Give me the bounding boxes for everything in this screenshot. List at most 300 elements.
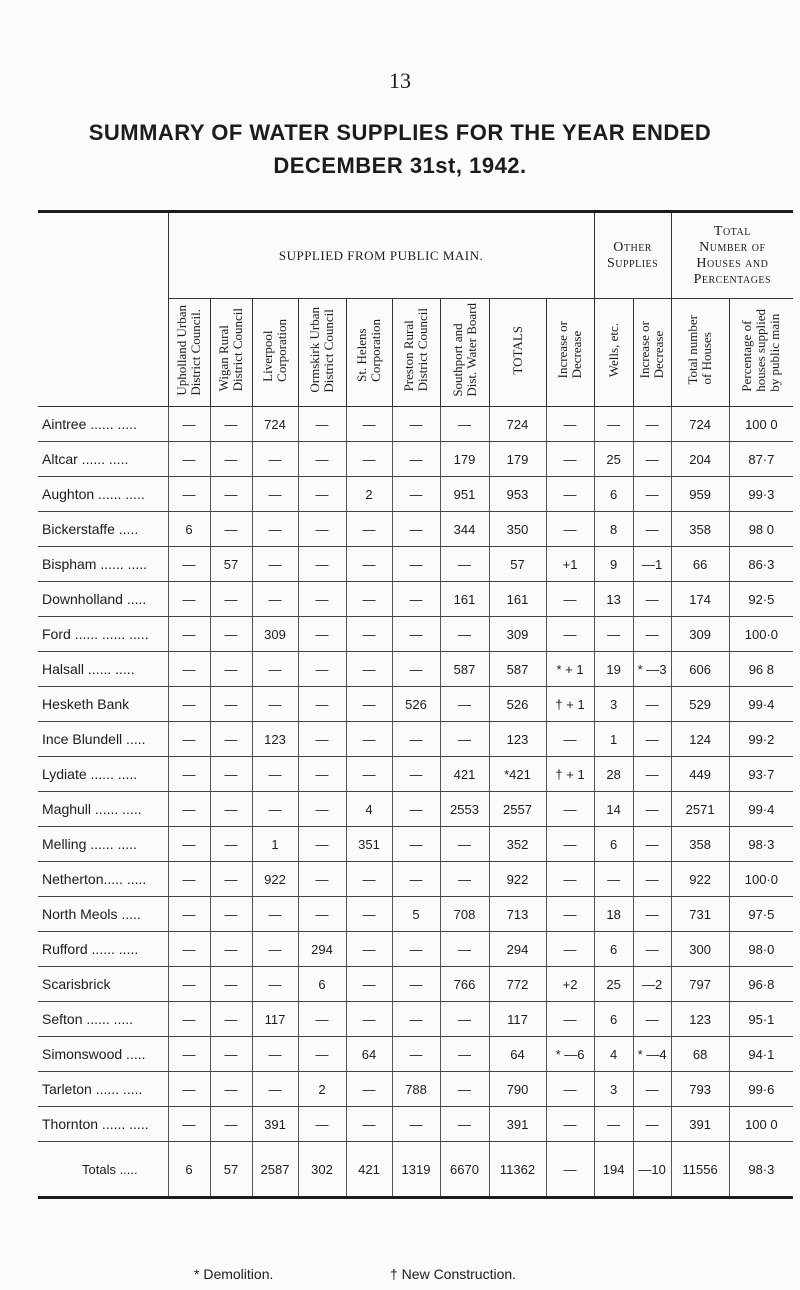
table-cell: —: [168, 407, 210, 442]
table-cell: * —4: [633, 1037, 671, 1072]
table-cell: —: [392, 582, 440, 617]
table-cell: 922: [671, 862, 729, 897]
table-cell: 587: [489, 652, 546, 687]
district-name: Aintree ...... .....: [38, 407, 168, 442]
table-cell: 724: [671, 407, 729, 442]
table-cell: 64: [489, 1037, 546, 1072]
table-cell: 1: [252, 827, 298, 862]
table-cell: —: [392, 932, 440, 967]
table-cell: —: [346, 967, 392, 1002]
table-cell: 57: [489, 547, 546, 582]
table-cell: —: [252, 512, 298, 547]
table-cell: 98·3: [729, 827, 793, 862]
table-cell: —: [298, 442, 346, 477]
table-row: [38, 687, 793, 722]
column-header-row: [38, 299, 793, 407]
table-cell: 6: [168, 512, 210, 547]
table-row: [38, 792, 793, 827]
table-cell: —: [346, 1002, 392, 1037]
table-cell: 174: [671, 582, 729, 617]
table-cell: —2: [633, 967, 671, 1002]
table-cell: 772: [489, 967, 546, 1002]
table-cell: 161: [489, 582, 546, 617]
table-cell: 526: [489, 687, 546, 722]
table-cell: 98·3: [729, 1142, 793, 1198]
table-cell: 951: [440, 477, 489, 512]
table-cell: 5: [392, 897, 440, 932]
table-cell: 4: [594, 1037, 633, 1072]
table-cell: 194: [594, 1142, 633, 1198]
table-cell: —: [210, 1002, 252, 1037]
table-row: [38, 722, 793, 757]
table-cell: —: [594, 1107, 633, 1142]
table-cell: —: [633, 582, 671, 617]
table-cell: —: [440, 862, 489, 897]
table-row: [38, 1037, 793, 1072]
table-cell: 352: [489, 827, 546, 862]
table-cell: —: [168, 967, 210, 1002]
table-cell: —: [346, 652, 392, 687]
table-cell: —: [168, 1037, 210, 1072]
water-supplies-table: [38, 213, 793, 1199]
table-cell: 6: [594, 827, 633, 862]
column-header-liverpool: Liverpool Corporation: [252, 299, 298, 407]
table-cell: 4: [346, 792, 392, 827]
table-cell: —: [346, 1107, 392, 1142]
table-cell: —: [210, 932, 252, 967]
table-cell: —: [633, 407, 671, 442]
group-header-other-line-2: Supplies: [606, 255, 659, 271]
table-row: [38, 1107, 793, 1142]
table-cell: —: [210, 617, 252, 652]
table-row: [38, 407, 793, 442]
table-cell: 97·5: [729, 897, 793, 932]
table-cell: —: [346, 932, 392, 967]
table-cell: 6: [168, 1142, 210, 1198]
table-cell: 18: [594, 897, 633, 932]
table-cell: 724: [489, 407, 546, 442]
table-cell: 6: [594, 932, 633, 967]
table-cell: —: [594, 617, 633, 652]
table-cell: —: [346, 582, 392, 617]
table-cell: 57: [210, 547, 252, 582]
table-cell: 179: [440, 442, 489, 477]
district-name: Ince Blundell .....: [38, 722, 168, 757]
table-cell: 797: [671, 967, 729, 1002]
column-header-totals: TOTALS: [489, 299, 546, 407]
table-cell: 2587: [252, 1142, 298, 1198]
table-cell: 3: [594, 687, 633, 722]
table-cell: 788: [392, 1072, 440, 1107]
table-cell: +1: [546, 547, 594, 582]
table-cell: —: [298, 512, 346, 547]
table-cell: —: [210, 792, 252, 827]
table-cell: —: [252, 442, 298, 477]
table-cell: 449: [671, 757, 729, 792]
table-cell: 123: [671, 1002, 729, 1037]
table-cell: 123: [252, 722, 298, 757]
table-cell: 68: [671, 1037, 729, 1072]
table-cell: —: [633, 1002, 671, 1037]
column-header-district: [38, 299, 168, 407]
table-cell: —: [298, 652, 346, 687]
district-name: Halsall ...... .....: [38, 652, 168, 687]
table-cell: —: [594, 862, 633, 897]
table-cell: 529: [671, 687, 729, 722]
table-cell: —: [210, 512, 252, 547]
table-cell: 86·3: [729, 547, 793, 582]
column-header-total-houses: Total number of Houses: [671, 299, 729, 407]
table-cell: —: [633, 477, 671, 512]
table-cell: 96 8: [729, 652, 793, 687]
table-cell: 6: [594, 477, 633, 512]
table-cell: —: [346, 547, 392, 582]
table-cell: —: [298, 1107, 346, 1142]
table-cell: 204: [671, 442, 729, 477]
table-cell: 606: [671, 652, 729, 687]
table-cell: —: [346, 687, 392, 722]
column-header-percentage: Percentage of houses supplied by public main: [729, 299, 793, 407]
table-cell: 587: [440, 652, 489, 687]
table-cell: 99·6: [729, 1072, 793, 1107]
table-cell: 2: [298, 1072, 346, 1107]
table-cell: 6: [298, 967, 346, 1002]
table-cell: 123: [489, 722, 546, 757]
table-body: [38, 407, 793, 1198]
table-cell: 100·0: [729, 617, 793, 652]
table-cell: —1: [633, 547, 671, 582]
table-cell: 99·4: [729, 792, 793, 827]
district-name: Melling ...... .....: [38, 827, 168, 862]
table-cell: —: [298, 792, 346, 827]
table-cell: 99·4: [729, 687, 793, 722]
table-cell: —: [298, 757, 346, 792]
table-cell: —: [168, 862, 210, 897]
table-cell: —: [298, 897, 346, 932]
table-cell: —: [168, 1107, 210, 1142]
table-cell: 28: [594, 757, 633, 792]
table-cell: 731: [671, 897, 729, 932]
table-cell: —: [168, 582, 210, 617]
table-cell: 1: [594, 722, 633, 757]
district-name: Downholland .....: [38, 582, 168, 617]
table-cell: 713: [489, 897, 546, 932]
table-cell: —: [440, 722, 489, 757]
table-cell: 309: [489, 617, 546, 652]
table-cell: 117: [489, 1002, 546, 1037]
group-header-total-line-3: Houses and: [696, 255, 769, 271]
table-cell: —: [392, 617, 440, 652]
table-cell: 6670: [440, 1142, 489, 1198]
table-cell: —: [633, 442, 671, 477]
table-cell: —: [210, 757, 252, 792]
corner-cell: [38, 213, 168, 299]
table-cell: —: [546, 582, 594, 617]
page-title-line-2: DECEMBER 31st, 1942.: [273, 153, 527, 178]
table-cell: 3: [594, 1072, 633, 1107]
table-cell: —: [210, 1107, 252, 1142]
table-cell: 25: [594, 967, 633, 1002]
table-row: [38, 442, 793, 477]
table-cell: —: [210, 862, 252, 897]
table-row: [38, 1072, 793, 1107]
table-cell: —: [546, 932, 594, 967]
table-cell: —: [346, 757, 392, 792]
table-cell: —: [546, 1002, 594, 1037]
table-cell: —: [168, 477, 210, 512]
page-title-line-1: SUMMARY OF WATER SUPPLIES FOR THE YEAR ENDED: [88, 120, 712, 145]
column-header-wells: Wells, etc.: [594, 299, 633, 407]
table-cell: 300: [671, 932, 729, 967]
column-header-ormskirk: Ormskirk Urban District Council: [298, 299, 346, 407]
column-header-preston: Preston Rural District Council: [392, 299, 440, 407]
footnote-new-construction: † New Construction.: [390, 1266, 517, 1282]
table-cell: —: [168, 652, 210, 687]
table-cell: —: [392, 792, 440, 827]
table-cell: —: [392, 407, 440, 442]
table-cell: 100 0: [729, 1107, 793, 1142]
table-cell: —: [252, 897, 298, 932]
table-cell: 19: [594, 652, 633, 687]
table-cell: 959: [671, 477, 729, 512]
table-cell: 14: [594, 792, 633, 827]
table-cell: 93·7: [729, 757, 793, 792]
table-cell: 99·2: [729, 722, 793, 757]
table-cell: —: [168, 1002, 210, 1037]
totals-row: [38, 1142, 793, 1198]
table-cell: —: [546, 407, 594, 442]
district-name: Bispham ...... .....: [38, 547, 168, 582]
table-cell: —: [298, 1037, 346, 1072]
table-cell: —: [440, 1002, 489, 1037]
table-cell: * —3: [633, 652, 671, 687]
table-cell: *421: [489, 757, 546, 792]
table-cell: —: [440, 827, 489, 862]
group-header-main: SUPPLIED FROM PUBLIC MAIN.: [168, 213, 594, 299]
table-cell: —: [346, 722, 392, 757]
table-cell: —: [546, 792, 594, 827]
group-header-total-line-4: Percentages: [693, 271, 772, 287]
table-cell: —: [298, 617, 346, 652]
table-cell: 708: [440, 897, 489, 932]
table-cell: 391: [671, 1107, 729, 1142]
table-cell: 421: [440, 757, 489, 792]
table-cell: —: [546, 1142, 594, 1198]
table-cell: —: [440, 407, 489, 442]
table-cell: 57: [210, 1142, 252, 1198]
group-header-total: [671, 213, 793, 299]
table-cell: —: [633, 862, 671, 897]
table-cell: * + 1: [546, 652, 594, 687]
district-name: Simonswood .....: [38, 1037, 168, 1072]
table-cell: —: [392, 512, 440, 547]
table-cell: —: [168, 617, 210, 652]
table-cell: —: [346, 442, 392, 477]
table-cell: * —6: [546, 1037, 594, 1072]
table-cell: —: [546, 722, 594, 757]
summary-table-wrapper: [38, 213, 793, 1199]
table-cell: —: [392, 967, 440, 1002]
table-cell: 2: [346, 477, 392, 512]
table-cell: —: [168, 932, 210, 967]
table-cell: —: [546, 827, 594, 862]
table-cell: —: [252, 1037, 298, 1072]
group-header-other: [594, 213, 671, 299]
table-cell: —: [346, 897, 392, 932]
table-cell: —: [392, 722, 440, 757]
table-cell: 358: [671, 512, 729, 547]
table-cell: 2571: [671, 792, 729, 827]
table-cell: —: [298, 547, 346, 582]
table-cell: —: [392, 442, 440, 477]
table-cell: 100 0: [729, 407, 793, 442]
table-cell: 922: [252, 862, 298, 897]
district-name: Thornton ...... .....: [38, 1107, 168, 1142]
table-cell: 309: [671, 617, 729, 652]
table-row: [38, 757, 793, 792]
table-cell: —: [633, 897, 671, 932]
table-row: [38, 932, 793, 967]
table-cell: 87·7: [729, 442, 793, 477]
group-header-total-line-2: Number of: [699, 239, 766, 255]
table-cell: —: [440, 932, 489, 967]
column-header-southport: Southport and Dist. Water Board: [440, 299, 489, 407]
table-cell: —: [392, 827, 440, 862]
table-cell: —: [346, 1072, 392, 1107]
table-cell: —: [633, 512, 671, 547]
table-cell: 2553: [440, 792, 489, 827]
table-cell: 64: [346, 1037, 392, 1072]
district-name: Sefton ...... .....: [38, 1002, 168, 1037]
table-cell: 766: [440, 967, 489, 1002]
table-cell: 98·0: [729, 932, 793, 967]
table-cell: —: [210, 652, 252, 687]
table-cell: —: [252, 757, 298, 792]
table-cell: —: [633, 792, 671, 827]
table-row: [38, 652, 793, 687]
table-cell: —: [546, 1072, 594, 1107]
table-cell: —: [392, 547, 440, 582]
table-cell: 302: [298, 1142, 346, 1198]
table-cell: —: [168, 757, 210, 792]
table-cell: —: [633, 617, 671, 652]
table-cell: —: [633, 687, 671, 722]
table-cell: +2: [546, 967, 594, 1002]
district-name: Aughton ...... .....: [38, 477, 168, 512]
table-cell: —: [168, 687, 210, 722]
table-cell: —: [210, 687, 252, 722]
table-cell: —: [633, 932, 671, 967]
table-cell: 1319: [392, 1142, 440, 1198]
table-cell: —: [252, 477, 298, 512]
table-cell: —: [392, 477, 440, 512]
table-cell: 94·1: [729, 1037, 793, 1072]
table-cell: 96·8: [729, 967, 793, 1002]
table-cell: —: [298, 862, 346, 897]
table-cell: 98 0: [729, 512, 793, 547]
table-cell: —: [440, 1072, 489, 1107]
table-cell: —: [298, 1002, 346, 1037]
table-cell: 100·0: [729, 862, 793, 897]
table-cell: —: [346, 512, 392, 547]
table-cell: —: [546, 1107, 594, 1142]
table-cell: 294: [489, 932, 546, 967]
table-cell: —: [392, 757, 440, 792]
group-header-other-line-1: Other: [613, 239, 652, 255]
table-cell: —: [633, 827, 671, 862]
table-cell: —: [546, 897, 594, 932]
group-header-total-line-1: Total: [713, 223, 751, 239]
table-cell: —: [168, 827, 210, 862]
table-cell: —: [392, 1037, 440, 1072]
table-row: [38, 582, 793, 617]
group-header-row: [38, 213, 793, 299]
table-cell: —: [594, 407, 633, 442]
table-cell: —: [210, 477, 252, 512]
table-cell: —: [252, 932, 298, 967]
table-cell: —: [298, 407, 346, 442]
table-cell: —: [298, 827, 346, 862]
table-cell: —: [210, 1072, 252, 1107]
table-cell: —: [392, 862, 440, 897]
table-cell: 99·3: [729, 477, 793, 512]
table-cell: —: [440, 1037, 489, 1072]
table-cell: —: [168, 722, 210, 757]
table-cell: —: [440, 617, 489, 652]
table-cell: —: [546, 442, 594, 477]
district-name: Scarisbrick: [38, 967, 168, 1002]
table-cell: —: [252, 792, 298, 827]
table-cell: —: [546, 862, 594, 897]
table-row: [38, 617, 793, 652]
district-name: Netherton..... .....: [38, 862, 168, 897]
table-cell: † + 1: [546, 757, 594, 792]
table-cell: —: [440, 1107, 489, 1142]
column-header-increase-other: Increase or Decrease: [633, 299, 671, 407]
district-name: Maghull ...... .....: [38, 792, 168, 827]
table-cell: —: [440, 687, 489, 722]
table-cell: 66: [671, 547, 729, 582]
table-cell: —: [210, 407, 252, 442]
table-cell: —: [210, 442, 252, 477]
district-name: North Meols .....: [38, 897, 168, 932]
table-cell: 25: [594, 442, 633, 477]
table-cell: —: [168, 792, 210, 827]
table-cell: —: [252, 1072, 298, 1107]
table-cell: —: [392, 1107, 440, 1142]
column-header-increase-main: Increase or Decrease: [546, 299, 594, 407]
table-cell: 358: [671, 827, 729, 862]
table-cell: 953: [489, 477, 546, 512]
table-cell: —: [633, 757, 671, 792]
table-cell: —: [252, 967, 298, 1002]
table-cell: 724: [252, 407, 298, 442]
table-cell: 793: [671, 1072, 729, 1107]
table-cell: 790: [489, 1072, 546, 1107]
table-cell: 922: [489, 862, 546, 897]
table-cell: —: [633, 722, 671, 757]
table-cell: 309: [252, 617, 298, 652]
column-header-st-helens: St. Helens Corporation: [346, 299, 392, 407]
table-cell: —10: [633, 1142, 671, 1198]
table-cell: —: [210, 722, 252, 757]
table-cell: —: [298, 582, 346, 617]
page-number: 13: [389, 68, 411, 93]
table-row: [38, 1002, 793, 1037]
table-row: [38, 477, 793, 512]
table-cell: —: [346, 407, 392, 442]
table-cell: 95·1: [729, 1002, 793, 1037]
